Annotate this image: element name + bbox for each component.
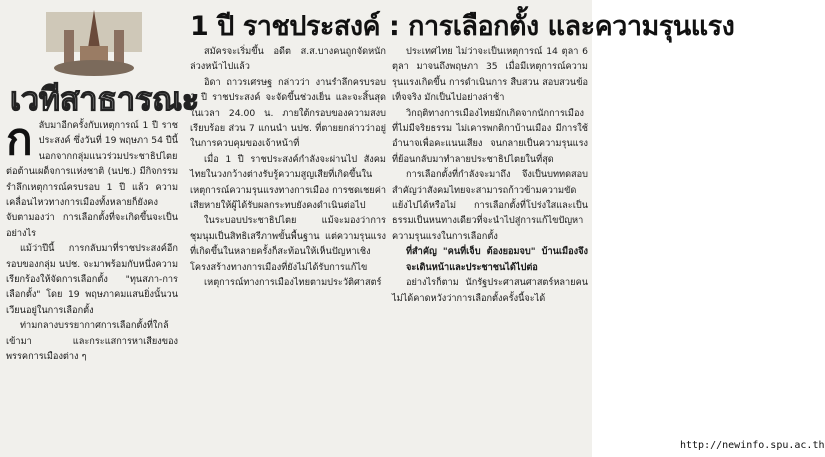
column-logo-wordmark: เวทีสาธารณะ	[10, 80, 200, 118]
paragraph: อย่างไรก็ตาม นักรัฐประศาสนศาสตร์หลายคนไม่ได้คาดหวังว่าการเลือกตั้งครั้งนี้จะได้	[392, 277, 588, 304]
paragraph: ท่ามกลางบรรยากาศการเลือกตั้งที่ใกล้เข้ามา และกระแสการหาเสียงของพรรคการเมืองต่าง ๆ	[6, 320, 178, 363]
paragraph: วิกฤติทางการเมืองไทยมักเกิดจากนักการเมืองที่ไม่มีจริยธรรม ไม่เคารพกติกาบ้านเมือง มีการใช้อำนาจเพื่อคะแนนเสียง จนกลายเป็นความรุนแรงที่ย้อนกลับมาทำลายประชาธิปไตยในที่สุด	[392, 107, 588, 165]
subheading: ที่สำคัญ "คนที่เจ็บ ต้องยอมจบ" บ้านเมืองจึงจะเดินหน้าและประชาชนได้ไปต่อ	[406, 246, 588, 273]
article-headline: 1 ปี ราชประสงค์ : การเลือกตั้ง และความรุนแรง	[190, 11, 735, 42]
paragraph: ประเทศไทย ไม่ว่าจะเป็นเหตุการณ์ 14 ตุลา 6 ตุลา มาจนถึงพฤษภา 35 เมื่อมีเหตุการณ์ความรุนแรงเกิดขึ้น การดำเนินการ สืบสวน สอบสวนข้อเท็จจริง มักเป็นไปอย่างล่าช้า	[392, 46, 588, 104]
column-logo	[4, 8, 200, 118]
paragraph: ในระบอบประชาธิปไตย แม้จะมองว่าการชุมนุมเป็นสิทธิเสรีภาพขั้นพื้นฐาน แต่ความรุนแรงที่เกิดขึ้นในหลายครั้งก็สะท้อนให้เห็นปัญหาเชิงโครงสร้างทางการเมืองที่ยังไม่ได้รับการแก้ไข	[190, 215, 386, 273]
article-column-3	[392, 44, 588, 454]
drop-cap: ก	[6, 114, 33, 165]
paragraph: เมื่อ 1 ปี ราชประสงค์กำลังจะผ่านไป สังคมไทยในวงกว้างต่างรับรู้ความสูญเสียที่เกิดขึ้นในเหตุการณ์ความรุนแรงทางการเมือง การชดเชยค่าเสียหายให้ผู้ได้รับผลกระทบยังคงดำเนินต่อไป	[190, 153, 386, 212]
source-url: http://newinfo.spu.ac.th	[680, 440, 825, 451]
paragraph: สมัครจะเริ่มขึ้น อดีต ส.ส.บางคนถูกจัดหนักล่วงหน้าไปแล้ว	[190, 46, 386, 73]
paragraph: เหตุการณ์ทางการเมืองไทยตามประวัติศาสตร์	[204, 277, 382, 289]
article-column-2	[190, 44, 386, 454]
paragraph: ลับมาอีกครั้งกับเหตุการณ์ 1 ปี ราชประสงค์ ซึ่งวันที่ 19 พฤษภา 54 ปีนี้ นอกจากกลุ่มแนวร่วมประชาธิปไตยต่อต้านเผด็จการแห่งชาติ (นปช.) มีกิจกรรมรำลึกเหตุการณ์ครบรอบ 1 ปี แล้ว ความเคลื่อนไหวทางการเมืองทั้งหลายก็ยังคงจับตามองว่า การเลือกตั้งที่จะเกิดขึ้นจะเป็นอย่างไร	[6, 120, 178, 239]
paragraph: การเลือกตั้งที่กำลังจะมาถึง จึงเป็นบททดสอบสำคัญว่าสังคมไทยจะสามารถก้าวข้ามความขัดแย้งไปได้หรือไม่ การเลือกตั้งที่โปร่งใสและเป็นธรรมเป็นหนทางเดียวที่จะนำไปสู่การแก้ไขปัญหาความรุนแรงในการเลือกตั้ง	[392, 169, 588, 242]
paragraph: อิดา ถาวรเศรษฐ กล่าวว่า งานรำลึกครบรอบ 1 ปี ราชประสงค์ จะจัดขึ้นช่วงเย็น และจะสิ้นสุดในเวลา 24.00 น. ภายใต้กรอบของความสงบเรียบร้อย ส่วน 7 แกนนำ นปช. ที่ตายยกล่าวว่าอยู่ในการควบคุมของเจ้าหน้าที่	[190, 76, 386, 150]
paragraph: แม้ว่าปีนี้ การกลับมาที่ราชประสงค์อีกรอบของกลุ่ม นปช. จะมาพร้อมกับหนึ่งความเรียกร้องให้จัดการเลือกตั้ง "ทุนสภา-การเลือกตั้ง" โดย 19 พฤษภาคมแสนยิ่งนั้นวนเวียนอยู่ในการเลือกตั้ง	[6, 243, 178, 316]
article-column-1	[6, 114, 178, 454]
